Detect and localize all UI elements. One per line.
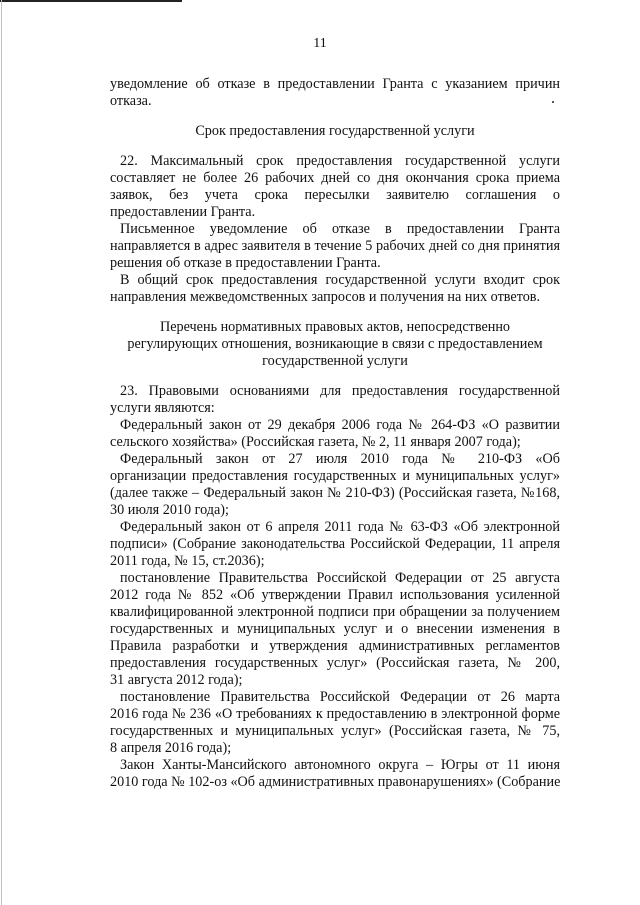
text-line: отказа. [110, 93, 152, 109]
text-line: организации предоставления государственных и муниципальных услуг» [110, 468, 560, 484]
text-line: постановление Правительства Российской Федерации от 26 марта [120, 689, 560, 705]
text-line: Письменное уведомление об отказе в предоставлении Гранта [120, 221, 560, 237]
text-line: 2016 года № 236 «О требованиях к предоставлению в электронной форме [110, 706, 560, 722]
text-line: (далее также – Федеральный закон № 210-ФЗ) (Российская газета, №168, [110, 485, 560, 501]
text-line: 30 июля 2010 года); [110, 502, 229, 518]
text-line: направляется в адрес заявителя в течение 5 рабочих дней со дня принятия [110, 238, 560, 254]
text-line: Правила разработки и утверждения административных регламентов [110, 638, 560, 654]
text-line: предоставления государственных услуг» (Российская газета, № 200, [110, 655, 560, 671]
paragraph-22 [110, 153, 560, 221]
heading-line: Перечень нормативных правовых актов, непосредственно [159, 319, 511, 335]
decree-236 [110, 689, 560, 757]
text-line: Федеральный закон от 6 апреля 2011 года № 63-ФЗ «Об электронной [120, 519, 560, 535]
paragraph-total-term [110, 272, 560, 306]
text-line: государственных и муниципальных услуг» (Российская газета, № 75, [110, 723, 560, 739]
text-line: государственных и муниципальных услуг и о внесении изменения в [110, 621, 560, 637]
text-line: 22. Максимальный срок предоставления государственной услуги [120, 153, 560, 169]
document-body [110, 76, 560, 791]
text-line: В общий срок предоставления государственной услуги входит срок [120, 272, 560, 288]
text-line: предоставлении Гранта. [110, 204, 256, 220]
law-63-fz [110, 519, 560, 570]
text-line: 31 августа 2012 года); [110, 672, 243, 688]
text-line: уведомление об отказе в предоставлении Гранта с указанием причин [110, 76, 560, 92]
paragraph-23 [110, 383, 560, 417]
text-line: подписи» (Собрание законодательства Российской Федерации, 11 апреля [110, 536, 560, 552]
text-line: составляет не более 26 рабочих дней со дня окончания срока приема [110, 170, 560, 186]
page-number: 11 [313, 36, 327, 51]
section-heading-acts [110, 319, 560, 370]
law-102-oz [110, 757, 560, 791]
section-heading: Срок предоставления государственной услуги [195, 123, 475, 139]
text-line: решения об отказе в предоставлении Гранта. [110, 255, 381, 271]
intro-paragraph [110, 76, 560, 110]
law-210-fz [110, 451, 560, 519]
text-line: услуги являются: [110, 400, 215, 416]
text-line: направления межведомственных запросов и получения на них ответов. [110, 289, 541, 305]
text-line: постановление Правительства Российской Федерации от 25 августа [120, 570, 560, 586]
text-line: 2011 года, № 15, ст.2036); [110, 553, 265, 569]
top-rule [0, 0, 182, 2]
text-line: сельского хозяйства» (Российская газета, № 2, 11 января 2007 года); [110, 434, 521, 450]
text-line: 8 апреля 2016 года); [110, 740, 232, 756]
heading-line: регулирующих отношения, возникающие в связи с предоставлением [127, 336, 543, 352]
paragraph-refusal-notice [110, 221, 560, 272]
text-line: Федеральный закон от 27 июля 2010 года № 210-ФЗ «Об [120, 451, 560, 467]
text-line: заявок, без учета срока пересылки заявителю соглашения о [110, 187, 560, 203]
text-line: Федеральный закон от 29 декабря 2006 года № 264-ФЗ «О развитии [120, 417, 560, 433]
scan-edge [1, 0, 2, 905]
law-264-fz [110, 417, 560, 451]
text-line: 2010 года № 102-оз «Об административных правонарушениях» (Собрание [110, 774, 560, 790]
decree-852 [110, 570, 560, 689]
text-line: 23. Правовыми основаниями для предоставления государственной [120, 383, 560, 399]
text-line: 2012 года № 852 «Об утверждении Правил использования усиленной [110, 587, 560, 603]
heading-line: государственной услуги [262, 353, 408, 369]
text-line: Закон Ханты-Мансийского автономного округа – Югры от 11 июня [120, 757, 560, 773]
text-line: квалифицированной электронной подписи при обращении за получением [110, 604, 560, 620]
